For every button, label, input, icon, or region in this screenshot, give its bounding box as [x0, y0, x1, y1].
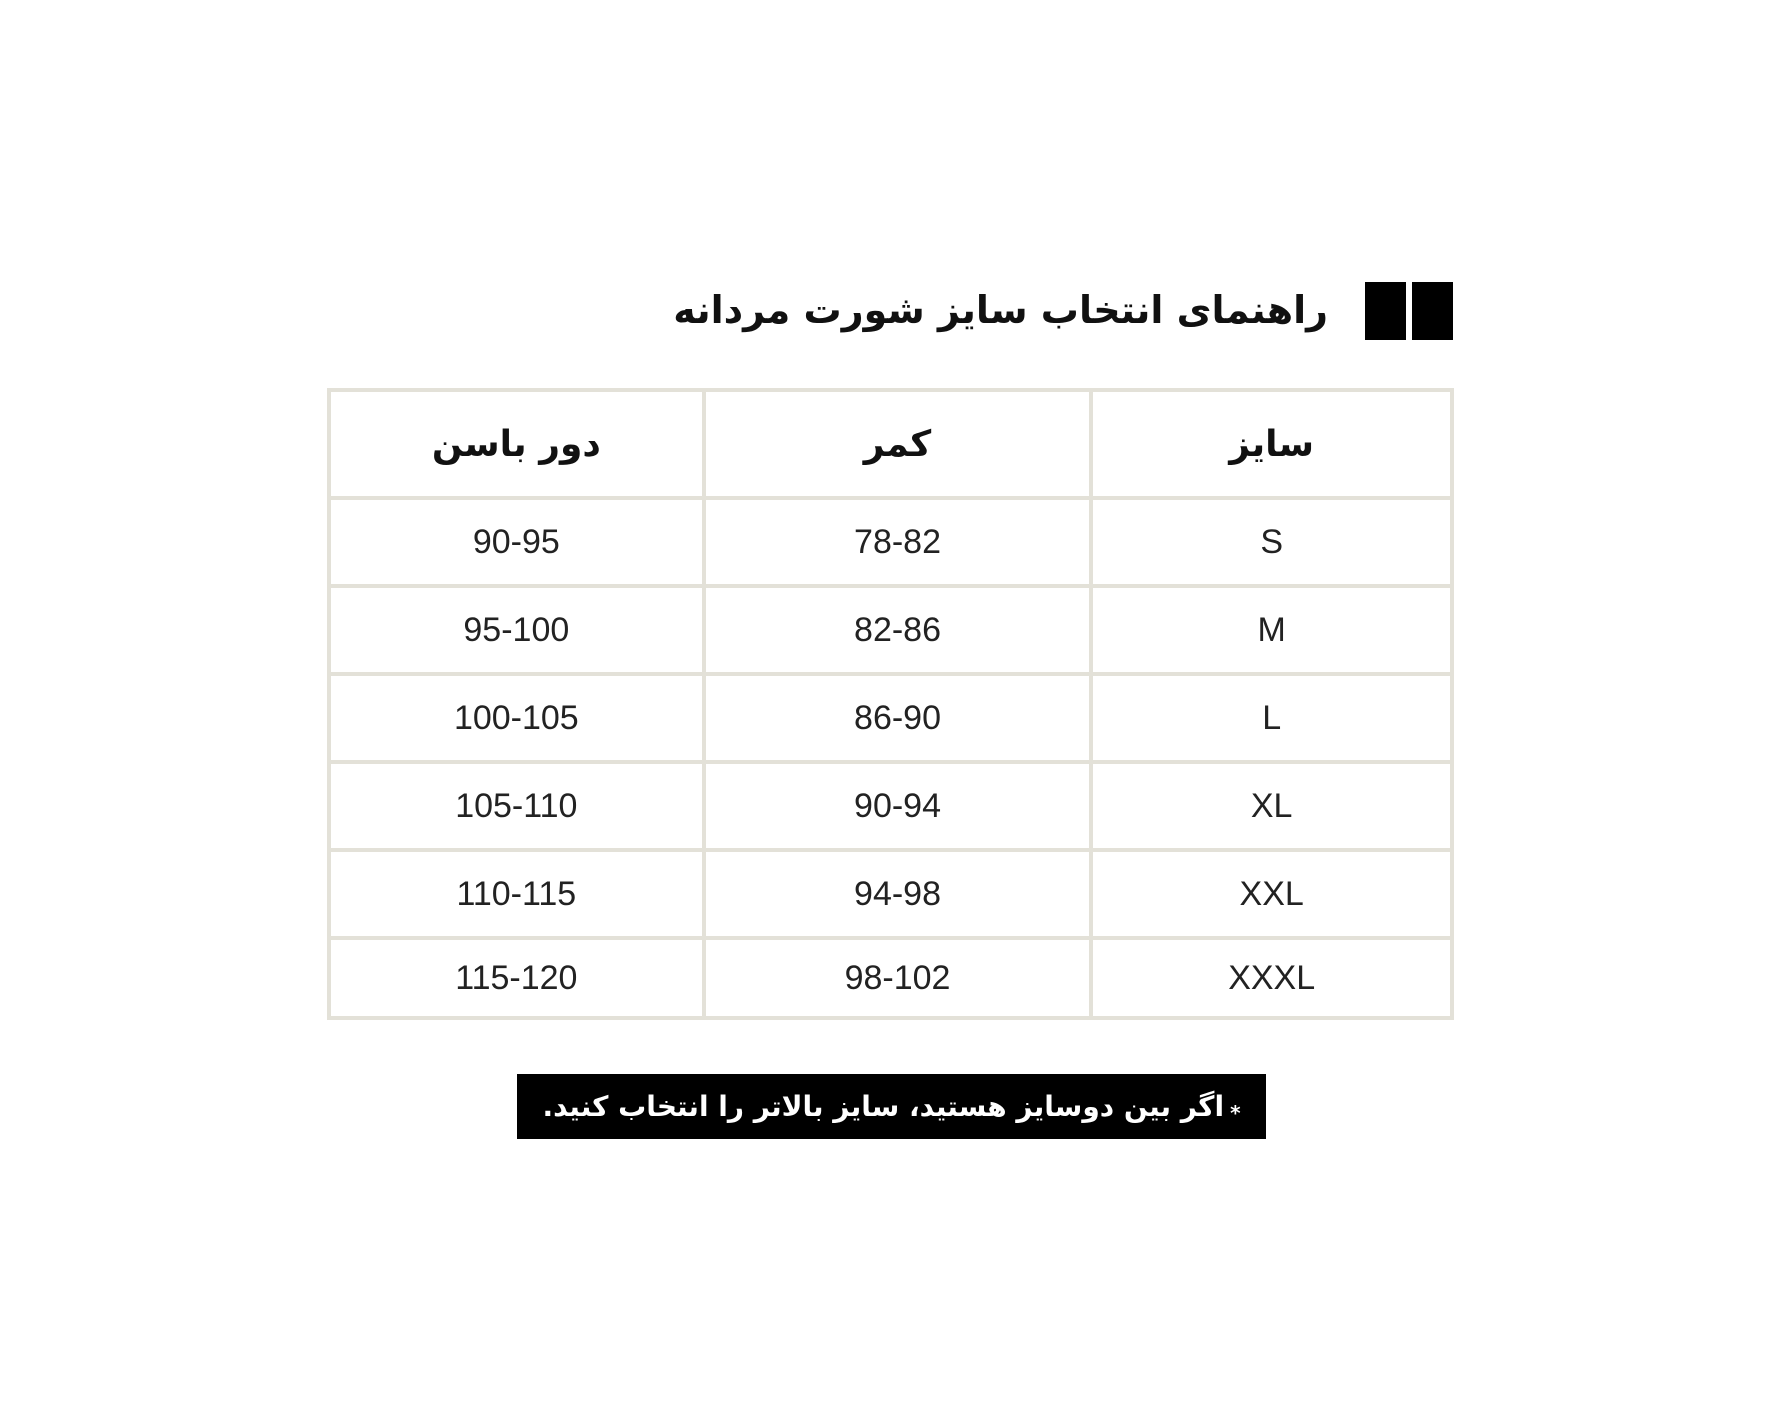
table-row — [329, 498, 1452, 586]
title-mark-block — [1365, 282, 1406, 340]
cell-hip: 110-115 — [329, 850, 704, 938]
size-note-banner — [517, 1074, 1266, 1139]
cell-size: XXL — [1091, 850, 1452, 938]
table-header-row — [329, 390, 1452, 498]
note-text: اگر بین دوسایز هستید، سایز بالاتر را انتخاب کنید. — [542, 1090, 1225, 1123]
cell-waist: 94-98 — [704, 850, 1092, 938]
title-mark-block — [1412, 282, 1453, 340]
table-row — [329, 938, 1452, 1018]
table-row — [329, 762, 1452, 850]
cell-size: S — [1091, 498, 1452, 586]
cell-waist: 86-90 — [704, 674, 1092, 762]
cell-size: L — [1091, 674, 1452, 762]
header-size: سایز — [1091, 390, 1452, 498]
cell-hip: 95-100 — [329, 586, 704, 674]
cell-size: XL — [1091, 762, 1452, 850]
size-chart-table — [327, 388, 1454, 1020]
table-row — [329, 674, 1452, 762]
cell-waist: 78-82 — [704, 498, 1092, 586]
title-mark-icon — [1365, 282, 1453, 340]
table-row — [329, 586, 1452, 674]
cell-waist: 82-86 — [704, 586, 1092, 674]
cell-waist: 98-102 — [704, 938, 1092, 1018]
cell-size: M — [1091, 586, 1452, 674]
cell-hip: 100-105 — [329, 674, 704, 762]
header-waist: کمر — [704, 390, 1092, 498]
table-row — [329, 850, 1452, 938]
cell-size: XXXL — [1091, 938, 1452, 1018]
cell-hip: 115-120 — [329, 938, 704, 1018]
cell-hip: 90-95 — [329, 498, 704, 586]
page-header — [673, 282, 1453, 342]
page-title: راهنمای انتخاب سایز شورت مردانه — [673, 288, 1328, 332]
cell-hip: 105-110 — [329, 762, 704, 850]
header-hip: دور باسن — [329, 390, 704, 498]
cell-waist: 90-94 — [704, 762, 1092, 850]
note-marker: * — [1230, 1101, 1241, 1125]
